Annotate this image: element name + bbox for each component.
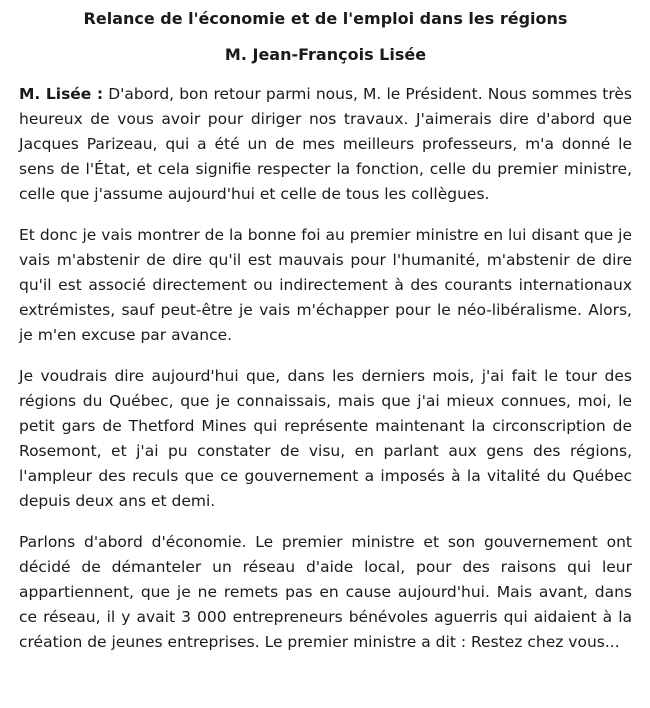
- paragraph-1: [19, 82, 632, 207]
- speaker-label: M. Lisée :: [19, 85, 104, 103]
- paragraph-2: Et donc je vais montrer de la bonne foi au premier ministre en lui disant que je vais m'abstenir de dire qu'il est mauvais pour l'humanité, m'abstenir de dire qu'il est associé directement ou indirectement à des courants internationaux extrémistes, sauf peut-être je vais m'échapper pour le néo-libéralisme. Alors, je m'en excuse par avance.: [19, 226, 632, 344]
- paragraph-4: Parlons d'abord d'économie. Le premier ministre et son gouvernement ont décidé de démanteler un réseau d'aide local, pour des raisons qui leur appartiennent, que je ne remets pas en cause aujourd'hui. Mais avant, dans ce réseau, il y avait 3 000 entrepreneurs bénévoles aguerris qui aidaient à la création de jeunes entreprises. Le premier ministre a dit : Restez chez vous...: [19, 533, 632, 651]
- speaker-heading: M. Jean-François Lisée: [224, 45, 427, 64]
- paragraph-3: Je voudrais dire aujourd'hui que, dans les derniers mois, j'ai fait le tour des régions du Québec, que je connaissais, mais que j'ai mieux connues, moi, le petit gars de Thetford Mines qui représente maintenant la circonscription de Rosemont, et j'ai pu constater de visu, en parlant aux gens des régions, l'ampleur des reculs que ce gouvernement a imposés à la vitalité du Québec depuis deux ans et demi.: [19, 367, 632, 510]
- document-title: Relance de l'économie et de l'emploi dans les régions: [83, 9, 568, 28]
- paragraph-1-text: D'abord, bon retour parmi nous, M. le Président. Nous sommes très heureux de vous avoir pour diriger nos travaux. J'aimerais dire d'abord que Jacques Parizeau, qui a été un de mes meilleurs professeurs, m'a donné le sens de l'État, et cela signifie respecter la fonction, celle du premier ministre, celle que j'assume aujourd'hui et celle de tous les collègues.: [19, 85, 633, 203]
